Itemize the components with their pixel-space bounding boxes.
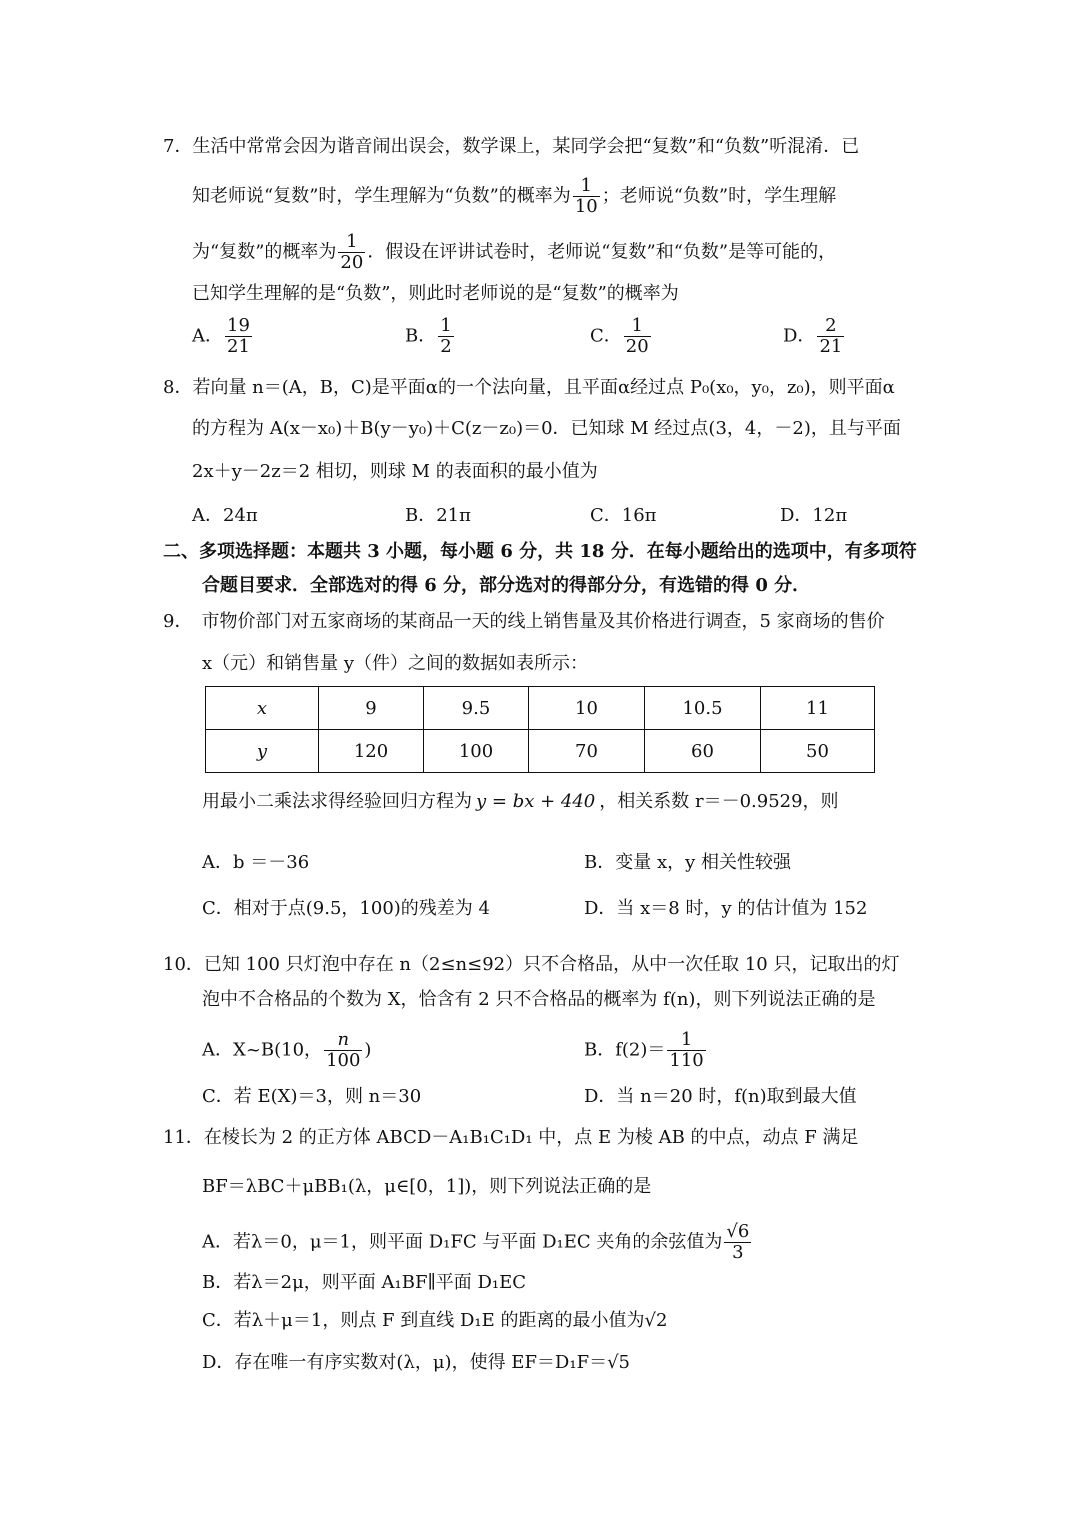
table-cell: 100 [424,730,529,773]
q8-line-3: 2x＋y－2z＝2 相切，则球 M 的表面积的最小值为 [192,461,598,482]
q8-option-b: B．21π [405,505,471,526]
section-2-heading-line-1: 二、多项选择题：本题共 3 小题，每小题 6 分，共 18 分．在每小题给出的选项中，有多项符 [163,541,917,562]
q7-line-2b: ；老师说“负数”时，学生理解 [601,185,837,207]
option-text: ) [364,1039,372,1061]
option-text: A．若λ＝0，μ＝1，则平面 D₁FC 与平面 D₁EC 夹角的余弦值为 [202,1231,723,1253]
q11-line-1: 11．在棱长为 2 的正方体 ABCD－A₁B₁C₁D₁ 中，点 E 为棱 AB 的中点，动点 F 满足 [163,1127,859,1148]
fraction-numerator: 19 [227,315,250,336]
fraction-denominator: 100 [326,1050,361,1071]
table-cell: 50 [761,730,875,773]
q11-option-d: D．存在唯一有序实数对(λ，μ)，使得 EF＝D₁F＝√5 [202,1352,630,1373]
option-fraction [667,1030,705,1071]
q10-option-b [584,1030,708,1071]
option-label: C． [590,325,622,347]
q7-option-b [405,316,456,357]
table-cell: 10 [529,687,645,730]
q7-line-2a: 知老师说“复数”时，学生理解为“负数”的概率为 [192,185,571,207]
table-cell: 11 [761,687,875,730]
table-cell: 10.5 [645,687,761,730]
q7-line-1: 7．生活中常常会因为谐音闹出误会，数学课上，某同学会把“复数”和“负数”听混淆．已 [163,136,860,157]
table-cell: x [206,687,319,730]
fraction-numerator: 1 [667,1030,705,1051]
q9-data-table [205,686,875,773]
fraction-denominator: 21 [819,336,843,357]
q10-line-2: 泡中不合格品的个数为 X，恰含有 2 只不合格品的概率为 f(n)，则下列说法正确的是 [202,989,876,1010]
q11-line-2: BF＝λBC＋μBB₁(λ，μ∈[0，1])，则下列说法正确的是 [202,1176,652,1197]
q7-line-2 [192,176,836,217]
q7-line-3b: ．假设在评讲试卷时，老师说“复数”和“负数”是等可能的， [367,241,837,263]
table-cell: 70 [529,730,645,773]
q8-option-c: C．16π [590,505,657,526]
fraction-numerator: 1 [440,315,452,336]
option-fraction [624,316,651,357]
q8-option-a: A．24π [192,505,258,526]
q8-option-d: D．12π [780,505,848,526]
q7-option-c [590,316,653,357]
q10-option-c: C．若 E(X)＝3，则 n＝30 [202,1086,422,1107]
q7-line-3 [192,232,836,273]
fraction-numerator: 1 [624,316,651,337]
regression-equation: y = bx + 440 [476,791,596,812]
fraction-numerator: 1 [573,176,600,197]
fraction-denominator: 20 [340,252,364,273]
fraction-denominator: 2 [440,336,452,357]
q8-line-1: 8．若向量 n＝(A，B，C)是平面α的一个法向量，且平面α经过点 P₀(x₀，y₀，z₀)，则平面α [163,377,895,398]
fraction-denominator: 10 [574,196,598,217]
fraction-denominator: 20 [625,336,649,357]
table-cell: 120 [319,730,424,773]
q9-line-3 [202,789,839,815]
table-row [206,730,875,773]
option-fraction [324,1030,362,1071]
q7-line-4: 已知学生理解的是“负数”，则此时老师说的是“复数”的概率为 [192,283,679,304]
q7-fraction-2 [338,232,365,273]
table-cell: y [206,730,319,773]
q7-fraction-1 [573,176,600,217]
table-cell: 9 [319,687,424,730]
q9-option-b: B．变量 x，y 相关性较强 [584,852,791,873]
q10-line-1: 10．已知 100 只灯泡中存在 n（2≤n≤92）只不合格品，从中一次任取 10 只，记取出的灯 [163,954,900,975]
table-row [206,687,875,730]
option-fraction [225,316,252,357]
fraction-numerator: 2 [817,316,844,337]
q9-option-d: D．当 x＝8 时，y 的估计值为 152 [584,898,868,919]
table-cell: 9.5 [424,687,529,730]
option-text: B．f(2)＝ [584,1039,666,1061]
fraction-numerator: n [324,1030,362,1051]
q11-option-c: C．若λ＋μ＝1，则点 F 到直线 D₁E 的距离的最小值为√2 [202,1310,668,1331]
q9-line-3b: ，相关系数 r＝－0.9529，则 [599,791,839,812]
fraction-denominator: 3 [732,1242,744,1263]
q9-line-3a: 用最小二乘法求得经验回归方程为 [202,791,472,812]
fraction-numerator: √6 [726,1221,750,1242]
fraction-numerator: 1 [338,232,365,253]
table-cell: 60 [645,730,761,773]
option-fraction [438,316,453,357]
option-label: B． [405,325,437,347]
q11-option-a [202,1222,753,1263]
q9-option-c: C．相对于点(9.5，100)的残差为 4 [202,898,490,919]
option-label: D． [783,325,816,347]
option-label: A． [192,325,223,347]
fraction-denominator: 110 [669,1050,704,1071]
q9-line-2: x（元）和销售量 y（件）之间的数据如表所示： [202,653,589,674]
q9-line-1: 9． 市物价部门对五家商场的某商品一天的线上销售量及其价格进行调查，5 家商场的售价 [163,611,885,632]
q7-line-3a: 为“复数”的概率为 [192,241,337,263]
q7-option-a [192,316,254,357]
option-fraction [724,1222,751,1263]
q10-option-d: D．当 n＝20 时，f(n)取到最大值 [584,1086,857,1107]
fraction-denominator: 21 [227,336,250,357]
q11-option-b: B．若λ＝2μ，则平面 A₁BF∥平面 D₁EC [202,1272,527,1293]
q9-option-a: A．b ＝－36 [202,852,310,873]
option-text: A．X~B(10， [202,1039,323,1061]
section-2-heading-line-2: 合题目要求．全部选对的得 6 分，部分选对的得部分分，有选错的得 0 分． [202,575,811,596]
q7-option-d [783,316,846,357]
q10-option-a [202,1030,371,1071]
q8-line-2: 的方程为 A(x－x₀)＋B(y－y₀)＋C(z－z₀)＝0．已知球 M 经过点(3，4，－2)，且与平面 [192,418,901,439]
option-fraction [817,316,844,357]
